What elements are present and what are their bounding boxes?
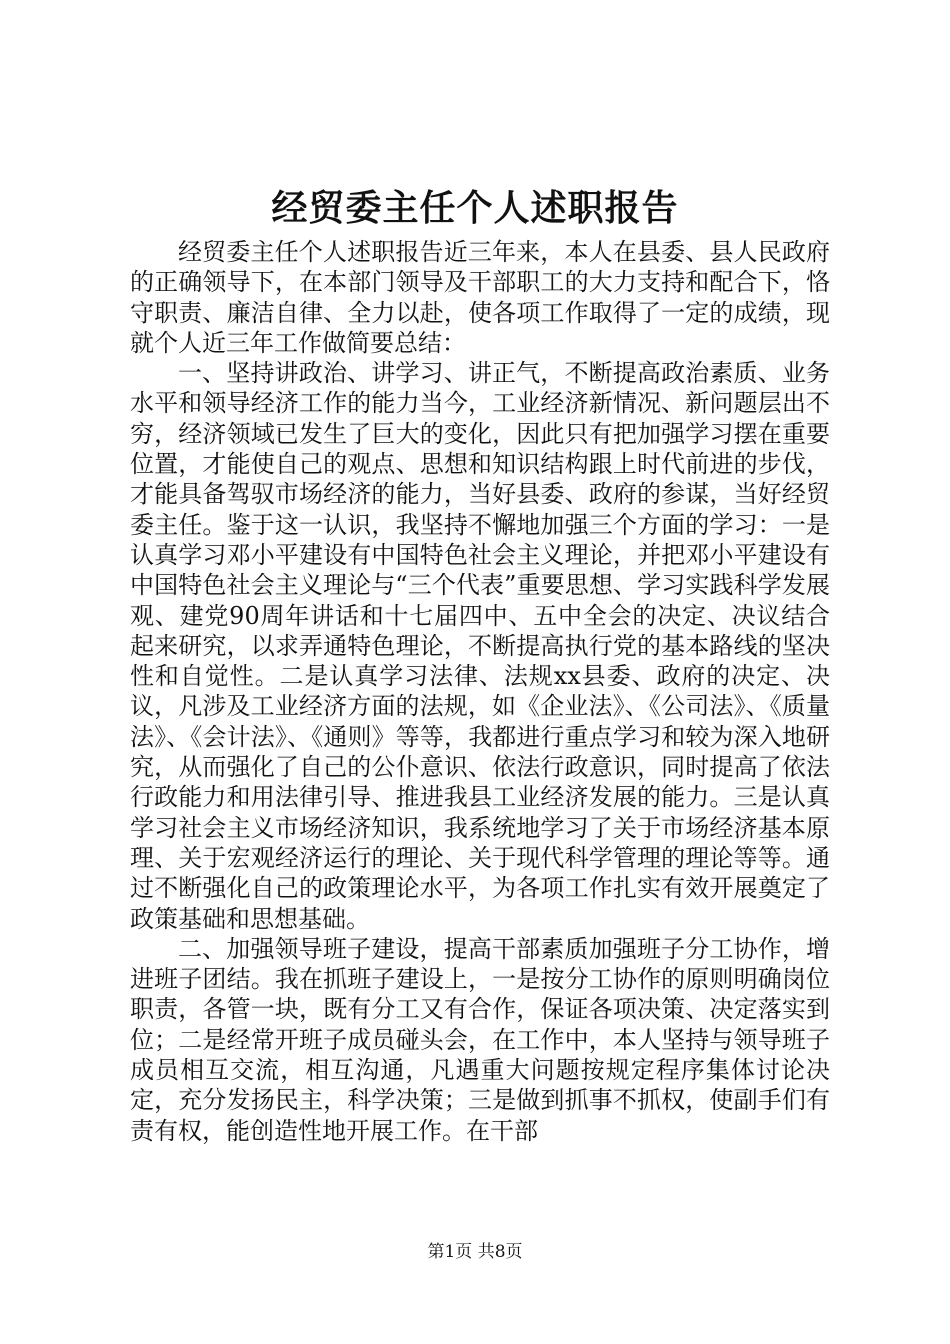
paragraph-intro: 经贸委主任个人述职报告近三年来，本人在县委、县人民政府的正确领导下，在本部门领导及干部职工的大力支持和配合下，恪守职责、廉洁自律、全力以赴，使各项工作取得了一定的成绩，现就个人近三年工作做简要总结：: [130, 238, 830, 357]
page-footer: 第1页 共8页: [427, 1242, 523, 1262]
paragraph-section-2: 二、加强领导班子建设，提高干部素质加强班子分工协作，增进班子团结。我在抓班子建设上，一是按分工协作的原则明确岗位职责，各管一块，既有分工又有合作，保证各项决策、决定落实到位；二是经常开班子成员碰头会，在工作中，本人坚持与领导班子成员相互交流，相互沟通，凡遇重大问题按规定程序集体讨论决定，充分发扬民主，科学决策；三是做到抓事不抓权，使副手们有责有权，能创造性地开展工作。在干部: [130, 934, 830, 1145]
document-body: [130, 237, 830, 1146]
paragraph-section-1: 一、坚持讲政治、讲学习、讲正气，不断提高政治素质、业务水平和领导经济工作的能力当今，工业经济新情况、新问题层出不穷，经济领域已发生了巨大的变化，因此只有把加强学习摆在重要位置，才能使自己的观点、思想和知识结构跟上时代前进的步伐，才能具备驾驭市场经济的能力，当好县委、政府的参谋，当好经贸委主任。鉴于这一认识，我坚持不懈地加强三个方面的学习：一是认真学习邓小平建设有中国特色社会主义理论，并把邓小平建设有中国特色社会主义理论与“三个代表”重要思想、学习实践科学发展观、建党90周年讲话和十七届四中、五中全会的决定、决议结合起来研究，以求弄通特色理论，不断提高执行党的基本路线的坚决性和自觉性。二是认真学习法律、法规xx县委、政府的决定、决议，凡涉及工业经济方面的法规，如《企业法》、《公司法》、《质量法》、《会计法》、《通则》等等，我都进行重点学习和较为深入地研究，从而强化了自己的公仆意识、依法行政意识，同时提高了依法行政能力和用法律引导、推进我县工业经济发展的能力。三是认真学习社会主义市场经济知识，我系统地学习了关于市场经济基本原理、关于宏观经济运行的理论、关于现代科学管理的理论等等。通过不断强化自己的政策理论水平，为各项工作扎实有效开展奠定了政策基础和思想基础。: [130, 359, 830, 933]
document-title: 经贸委主任个人述职报告: [271, 187, 679, 229]
